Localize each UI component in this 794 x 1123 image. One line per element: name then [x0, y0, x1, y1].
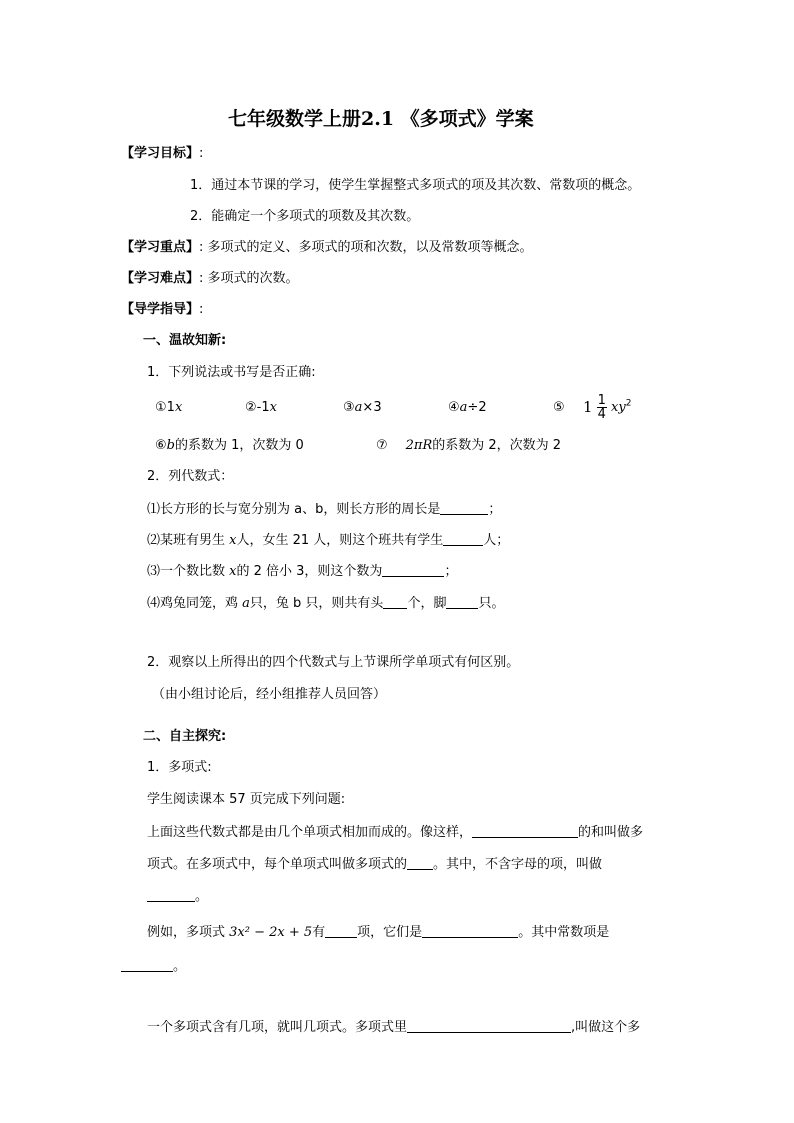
answer-blank[interactable] [443, 532, 483, 546]
reading-instruction: 学生阅读课本 57 页完成下列问题: [147, 792, 346, 807]
option-2: ②-1x [245, 400, 277, 415]
option-6: ⑥b的系数为 1，次数为 0 [155, 438, 304, 453]
section1-heading: 一、温故知新: [143, 333, 227, 348]
answer-blank[interactable] [121, 958, 173, 972]
section2-heading: 二、自主探究: [143, 729, 227, 744]
sub-question-2: ⑵某班有男生 x人，女生 21 人，则这个班共有学生 人； [147, 533, 510, 548]
key-point-text: : 多项式的定义、多项式的项和次数，以及常数项等概念。 [199, 240, 533, 255]
objective-item-1: 1．通过本节课的学习，使学生掌握整式多项式的项及其次数、常数项的概念。 [190, 178, 641, 193]
answer-blank[interactable] [407, 1019, 571, 1033]
difficulty-text: : 多项式的次数。 [199, 271, 299, 286]
answer-blank[interactable] [407, 856, 433, 870]
key-point [121, 241, 533, 254]
question-1: 1．下列说法或书写是否正确: [147, 365, 316, 380]
objectives-heading [121, 147, 203, 160]
example-line: 例如，多项式 3x² − 2x + 5有 项，它们是 。其中常数项是 [147, 925, 610, 940]
option-1: ①1x [155, 400, 183, 415]
answer-blank[interactable] [472, 824, 578, 838]
answer-blank[interactable] [147, 888, 195, 902]
answer-blank[interactable] [422, 924, 518, 938]
guide-colon: : [199, 302, 204, 317]
sub-question-3: ⑶一个数比数 x的 2 倍小 3，则这个数为 ； [147, 564, 458, 579]
definition-line-1: 上面这些代数式都是由几个单项式相加而成的。像这样， 的和叫做多 [147, 825, 644, 840]
guide-label: 【导学指导】 [121, 302, 200, 317]
sub-question-1: ⑴长方形的长与宽分别为 a、b，则长方形的周长是 ； [147, 502, 502, 517]
guide-heading [121, 303, 203, 316]
definition-line-2: 项式。在多项式中，每个单项式叫做多项式的 。其中，不含字母的项，叫做 [147, 857, 603, 872]
objectives-label: 【学习目标】 [121, 146, 200, 161]
answer-blank[interactable] [440, 501, 488, 515]
option-5: ⑤ 1 $\frac{1}{4}$ $xy^2$ [553, 393, 632, 422]
difficulty-label: 【学习难点】 [121, 271, 200, 286]
objectives-colon: : [199, 146, 204, 161]
key-point-label: 【学习重点】 [121, 240, 200, 255]
page-title: 七年级数学上册2.1 《多项式》学案 [228, 108, 534, 130]
definition-line-3: 。 [147, 888, 208, 903]
question-3-note: （由小组讨论后，经小组推荐人员回答） [152, 687, 387, 702]
answer-blank[interactable] [383, 595, 407, 609]
option-3: ③a×3 [343, 400, 382, 415]
answer-blank[interactable] [325, 924, 357, 938]
item-polynomial: 1．多项式: [147, 760, 212, 775]
example-line-2: 。 [121, 958, 186, 973]
answer-blank[interactable] [446, 595, 478, 609]
answer-blank[interactable] [382, 563, 444, 577]
difficulty [121, 272, 299, 285]
question-3: 2．观察以上所得出的四个代数式与上节课所学单项式有何区别。 [147, 655, 520, 670]
option-4: ④a÷2 [448, 400, 487, 415]
question-2: 2．列代数式： [147, 469, 234, 484]
sub-question-4: ⑷鸡兔同笼，鸡 a只，兔 b 只，则共有头 个，脚 只。 [147, 596, 505, 611]
example-polynomial: 3x² − 2x + 5 [229, 925, 313, 940]
degree-definition-line: 一个多项式含有几项，就叫几项式。多项式里 ,叫做这个多 [147, 1020, 641, 1035]
option-7: ⑦ 2πR的系数为 2，次数为 2 [376, 438, 562, 453]
mixed-fraction: $\frac{1}{4}$ [597, 393, 606, 422]
objective-item-2: 2．能确定一个多项式的项数及其次数。 [190, 209, 420, 224]
